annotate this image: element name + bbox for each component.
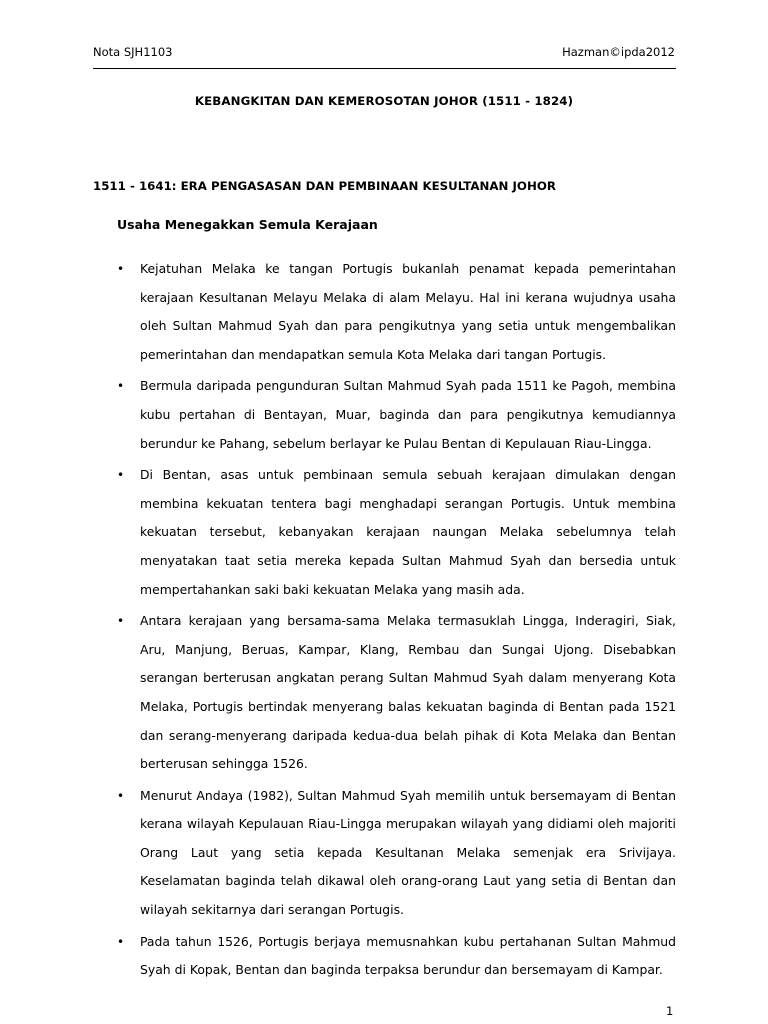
bullet-text: Pada tahun 1526, Portugis berjaya memusnahkan kubu pertahanan Sultan Mahmud Syah di Kopak, Bentan dan baginda terpaksa berundur dan bersemayam di Kampar. <box>140 933 676 978</box>
section-heading: 1511 - 1641: ERA PENGASASAN DAN PEMBINAAN KESULTANAN JOHOR <box>93 179 556 193</box>
list-item <box>93 607 676 779</box>
list-item <box>93 928 676 985</box>
bullet-text: Di Bentan, asas untuk pembinaan semula sebuah kerajaan dimulakan dengan membina kekuatan tentera bagi menghadapi serangan Portugis. Untuk membina kekuatan tersebut, kebanyakan kerajaan naungan Melaka sebelumnya telah menyatakan taat setia mereka kepada Sultan Mahmud Syah dan bersedia untuk mempertahankan saki baki kekuatan Melaka yang masih ada. <box>140 467 676 597</box>
bullet-icon: • <box>117 788 125 803</box>
bullet-text: Bermula daripada pengunduran Sultan Mahmud Syah pada 1511 ke Pagoh, membina kubu pertahan di Bentayan, Muar, baginda dan para pengikutnya kemudiannya berundur ke Pahang, sebelum berlayar ke Pulau Bentan di Kepulauan Riau-Lingga. <box>140 378 676 451</box>
header-author: Hazman©ipda2012 <box>562 45 675 59</box>
bullet-icon: • <box>117 934 125 949</box>
list-item <box>93 255 676 369</box>
document-title: KEBANGKITAN DAN KEMEROSOTAN JOHOR (1511 - 1824) <box>194 94 574 108</box>
bullet-icon: • <box>117 614 125 629</box>
bullet-icon: • <box>117 379 125 394</box>
bullet-icon: • <box>117 468 125 483</box>
bullet-text: Kejatuhan Melaka ke tangan Portugis bukanlah penamat kepada pemerintahan kerajaan Kesultanan Melayu Melaka di alam Melayu. Hal ini kerana wujudnya usaha oleh Sultan Mahmud Syah dan para pengikutnya yang setia untuk mengembalikan pemerintahan dan mendapatkan semula Kota Melaka dari tangan Portugis. <box>140 261 676 362</box>
bullet-icon: • <box>117 262 125 276</box>
page-header <box>93 45 675 63</box>
bullet-list <box>93 255 676 988</box>
header-divider <box>93 68 676 69</box>
sub-heading: Usaha Menegakkan Semula Kerajaan <box>117 217 378 232</box>
bullet-text: Menurut Andaya (1982), Sultan Mahmud Syah memilih untuk bersemayam di Bentan kerana wilayah Kepulauan Riau-Lingga merupakan wilayah yang didiami oleh majoriti Orang Laut yang setia kepada Kesultanan Melaka semenjak era Srivijaya. Keselamatan baginda telah dikawal oleh orang-orang Laut yang setia di Bentan dan wilayah sekitarnya dari serangan Portugis. <box>140 787 676 918</box>
list-item <box>93 782 676 925</box>
list-item <box>93 461 676 604</box>
list-item <box>93 372 676 458</box>
bullet-text: Antara kerajaan yang bersama-sama Melaka termasuklah Lingga, Inderagiri, Siak, Aru, Manjung, Beruas, Kampar, Klang, Rembau dan Sungai Ujong. Disebabkan serangan berterusan angkatan perang Sultan Mahmud Syah dalam menyerang Kota Melaka, Portugis bertindak menyerang balas kekuatan baginda di Bentan pada 1521 dan serang-menyerang daripada kedua-dua belah pihak di Kota Melaka dan Bentan berterusan sehingga 1526. <box>140 613 676 772</box>
page-number: 1 <box>666 1004 674 1018</box>
header-course-code: Nota SJH1103 <box>93 45 173 59</box>
